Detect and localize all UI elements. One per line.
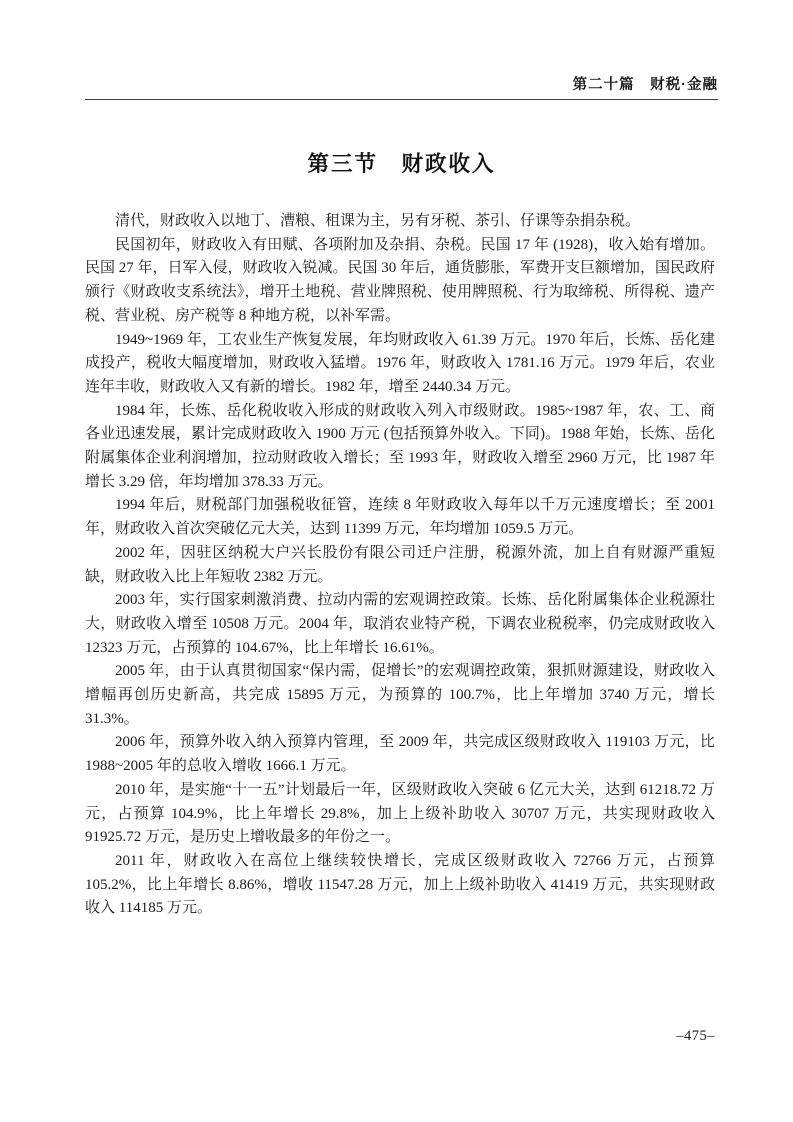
running-head: 第二十篇 财税·金融: [572, 77, 718, 93]
paragraph: 2011 年，财政收入在高位上继续较快增长，完成区级财政收入 72766 万元，占预算 105.2%，比上年增长 8.86%，增收 11547.28 万元，加上上级补助收入 41419 万元，共实现财政收入 114185 万元。: [85, 852, 715, 917]
paragraph: 1949~1969 年，工农业生产恢复发展，年均财政收入 61.39 万元。1970 年后，长炼、岳化建成投产，税收大幅度增加，财政收入猛增。1976 年，财政收入 1781.16 万元。1979 年后，农业连年丰收，财政收入又有新的增长。1982 年，增至 2440.34 万元。: [85, 331, 715, 395]
header-rule: [85, 99, 718, 100]
section-title: 第三节 财政收入: [307, 152, 496, 176]
paragraph: 2003 年，实行国家刺激消费、拉动内需的宏观调控政策。长炼、岳化附属集体企业税源壮大，财政收入增至 10508 万元。2004 年，取消农业特产税，下调农业税税率，仍完成财政收入 12323 万元，占预算的 104.67%，比上年增长 16.61%。: [85, 592, 715, 656]
paragraph: 1994 年后，财税部门加强税收征管，连续 8 年财政收入每年以千万元速度增长；至 2001 年，财政收入首次突破亿元大关，达到 11399 万元，年均增加 1059.5 万元。: [85, 497, 715, 538]
body-text: [85, 210, 715, 921]
paragraph: 2005 年，由于认真贯彻国家“保内需，促增长”的宏观调控政策，狠抓财源建设，财政收入增幅再创历史新高，共完成 15895 万元，为预算的 100.7%，比上年增加 3740 万元，增长 31.3%。: [85, 663, 715, 727]
paragraph: 民国初年，财政收入有田赋、各项附加及杂捐、杂税。民国 17 年 (1928)，收入始有增加。民国 27 年，日军入侵，财政收入锐减。民国 30 年后，通货膨胀，军费开支巨额增加，国民政府颁行《财政收支系统法》，增开土地税、营业牌照税、使用牌照税、行为取缔税、所得税、遗产税、营业税、房产税等 8 种地方税，以补军需。: [85, 236, 716, 324]
paragraph: 1984 年，长炼、岳化税收收入形成的财政收入列入市级财政。1985~1987 年，农、工、商各业迅速发展，累计完成财政收入 1900 万元 (包括预算外收入。下同)。1988 年始，长炼、岳化附属集体企业利润增加，拉动财政收入增长；至 1993 年，财政收入增至 2960 万元，比 1987 年增长 3.29 倍，年均增加 378.33 万元。: [85, 402, 715, 490]
paragraph: 2002 年，因驻区纳税大户兴长股份有限公司迁户注册，税源外流，加上自有财源严重短缺，财政收入比上年短收 2382 万元。: [85, 544, 715, 585]
paragraph: 2006 年，预算外收入纳入预算内管理，至 2009 年，共完成区级财政收入 119103 万元，比 1988~2005 年的总收入增收 1666.1 万元。: [85, 734, 715, 775]
paragraph: 清代，财政收入以地丁、漕粮、租课为主，另有牙税、茶引、仔课等杂捐杂税。: [115, 213, 641, 229]
page-number: –475–: [676, 1028, 715, 1044]
paragraph: 2010 年，是实施“十一五”计划最后一年，区级财政收入突破 6 亿元大关，达到 61218.72 万元，占预算 104.9%，比上年增长 29.8%，加上上级补助收入 30707 万元，共实现财政收入 91925.72 万元，是历史上增收最多的年份之一。: [85, 781, 715, 846]
